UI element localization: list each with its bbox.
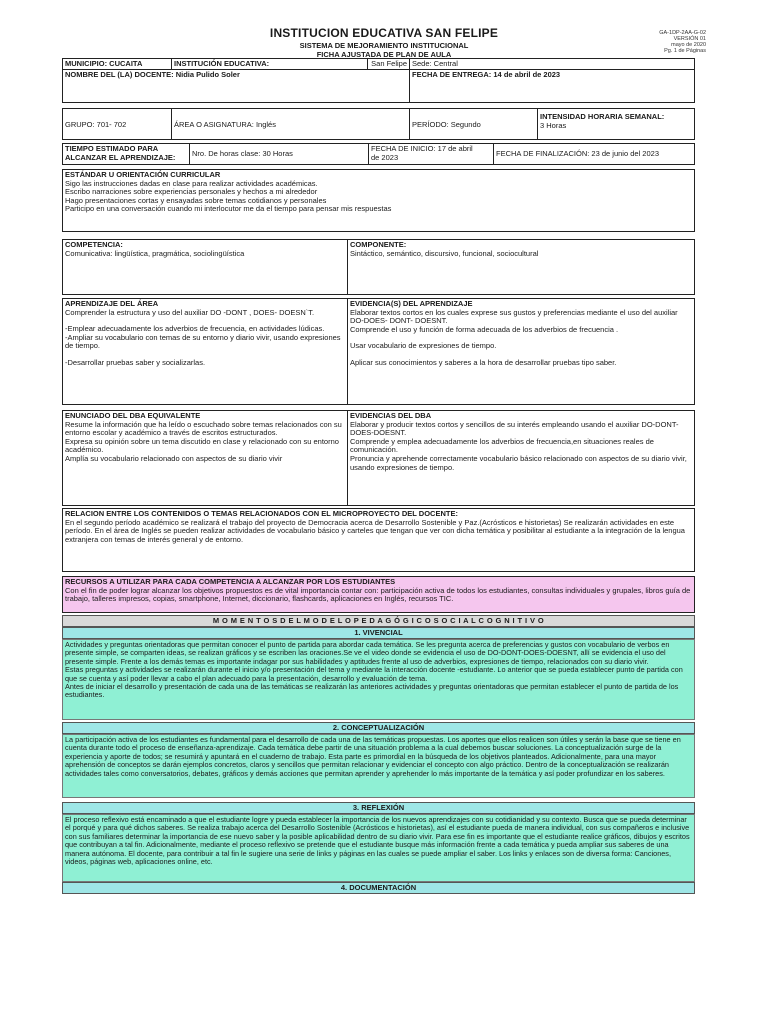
relacion-text: En el segundo período académico se realizará el trabajo del proyecto de Democracia acerca de Desarrollo Sostenible y Paz.(Acrósticos e historietas) Se realizarán actividades en este período. En el área de Inglés se pueden realizar actividades de vocabulario básico y carteles que tengan que ver con dicha temática y posibilitar al estudiante a la integración de la lengua extranjera con temas de interés general y de entorno.	[65, 517, 685, 544]
dba-item: Expresa su opinión sobre un tema discutido en clase y relacionado con su entorno académico.	[65, 436, 339, 455]
tiempo-estimado-field	[62, 143, 190, 165]
vivencial-title: 1. VIVENCIAL	[62, 627, 695, 639]
vivencial-paragraph: Estas preguntas y actividades se realizarán durante el inicio y/o presentación del tema y mediante la interacción docente -estudiante. Lo anterior que se pueda establecer punto de partida con que se cuenta y así poder llevar a cabo el plan adecuado para la presentación, desarrollo y evaluación de tema.	[65, 665, 683, 683]
municipio-field: MUNICIPIO: CUCAITA	[62, 58, 172, 70]
tiempo-estimado-line1: TIEMPO ESTIMADO PARA	[65, 144, 159, 153]
reflexion-body: El proceso reflexivo está encaminado a que el estudiante logre y pueda establecer la importancia de los nuevos aprendizajes con su cotidianidad y su contexto. Busca que se pueda determinar el porqué y para qué dichos saberes. Se realiza trabajo acerca del Desarrollo Sostenible (Acrósticos e historietas), así el estudiante pueda de manera individual, con sus compañeros e inclusive con sus familiares determinar la importancia de ese nuevo saber y la posible aplicabilidad dentro de su diario vivir. Para ese fin es importante que el estudiante realice gráficos, dibujos y escritos que contribuyan a tal fin. Adicionalmente, mediante el proceso reflexivo se pretende que el estudiante busque más información frente a cada temática y pueda ampliar sus saberes de una manera autónoma. El docente, para contribuir a tal fin le sugiere una serie de links y páginas en las cuales se puede ampliar el saber. Los links y enlaces son de diversa forma: Canciones, videos, páginas web, aplicaciones online, etc.	[62, 814, 695, 882]
recursos-label: RECURSOS A UTILIZAR PARA CADA COMPETENCIA A ALCANZAR POR LOS ESTUDIANTES	[65, 577, 396, 586]
fecha-inicio-line1: FECHA DE INICIO: 17 de abril	[371, 144, 473, 153]
recursos-section	[62, 576, 695, 613]
recursos-text: Con el fin de poder lograr alcanzar los objetivos propuestos es de vital importancia contar con: participación activa de todos los estudiantes, consultas individuales y grupales, libros guía de trabajo, talleres impresos, copias, smartphone, Internet, diccionario, flashcards, aplicaciones en Inglés, recursos TIC.	[65, 585, 691, 604]
institution-title: INSTITUCION EDUCATIVA SAN FELIPE	[269, 26, 499, 40]
aprendizaje-item: Comprender la estructura y uso del auxiliar DO -DONT , DOES- DOESN`T.	[65, 307, 315, 317]
evidencia-item: Elaborar textos cortos en los cuales exprese sus gustos y preferencias mediante el uso del auxiliar DO-DOES- DONT- DOESNT.	[350, 307, 678, 326]
institucion-value: San Felipe	[367, 58, 410, 70]
reflexion-title: 3. REFLEXIÓN	[62, 802, 695, 814]
componente-label: COMPONENTE:	[350, 240, 407, 249]
dba-section	[62, 410, 348, 506]
evidencia-item: Usar vocabulario de expresiones de tiempo.	[350, 341, 497, 351]
estandar-line: Hago presentaciones cortas y ensayadas sobre temas cotidianos y personales	[65, 195, 327, 205]
relacion-section	[62, 508, 695, 572]
document-page: Pg. 1 de Páginas	[664, 48, 706, 54]
fecha-inicio-field	[368, 143, 494, 165]
fecha-entrega-field: FECHA DE ENTREGA: 14 de abril de 2023	[409, 69, 695, 103]
componente-section	[347, 239, 695, 295]
aprendizaje-item: -Desarrollar pruebas saber y socializarlas.	[65, 357, 206, 367]
system-subtitle: SISTEMA DE MEJORAMIENTO INSTITUCIONAL	[299, 41, 469, 50]
document-version: VERSIÓN 01	[673, 36, 706, 42]
institucion-label: INSTITUCIÓN EDUCATIVA:	[171, 58, 368, 70]
evidencias-dba-section	[347, 410, 695, 506]
relacion-label: RELACION ENTRE LOS CONTENIDOS O TEMAS RELACIONADOS CON EL MICROPROYECTO DEL DOCENTE:	[65, 509, 458, 518]
estandar-section	[62, 169, 695, 232]
dba-item: Resume la información que ha leído o escuchado sobre temas relacionados con su entorno escolar y académico a través de escritos estructurados.	[65, 419, 342, 438]
conceptualizacion-body: La participación activa de los estudiantes es fundamental para el desarrollo de cada una de las temáticas propuestas. Los aportes que ellos realicen son útiles y serán la base que se tiene en cuenta durante todo el proceso de enseñanza-aprendizaje. Cada temática debe partir de una situación problema a la cual debemos buscar soluciones. La conceptualización surge de la experiencia y aporte de todos; se resumirá y apuntará en el cuaderno de trabajo. Esta parte es primordial en la búsqueda de los objetivos planteados. Adicionalmente, para una mayor aprehensión de conceptos se darán ejemplos concretos, claros y sencillos que permitan relacionar y evidenciar el concepto con algo práctico. Dentro de la conceptualización se realizarán actividades tales como conversatorios, debates, gráficos y demás acciones que permitan aprender y aprehender lo más importante de la temática y así poder profundizar en los saberes.	[62, 734, 695, 798]
vivencial-paragraph: Antes de iniciar el desarrollo y presentación de cada una de las temáticas se realizarán las anteriores actividades y preguntas orientadoras que permitan establecer el punto de partida de los estudiantes.	[65, 682, 679, 700]
componente-text: Sintáctico, semántico, discursivo, funcional, sociocultural	[350, 248, 539, 258]
dba-label: ENUNCIADO DEL DBA EQUIVALENTE	[65, 411, 201, 420]
tiempo-estimado-line2: ALCANZAR EL APRENDIZAJE:	[65, 152, 176, 162]
form-subtitle: FICHA AJUSTADA DE PLAN DE AULA	[316, 50, 452, 59]
document-date: mayo de 2020	[671, 42, 706, 48]
area-field: ÁREA O ASIGNATURA: Inglés	[171, 108, 410, 140]
fecha-inicio-line2: de 2023	[371, 152, 399, 162]
estandar-line: Participo en una conversación cuando mi interlocutor me da el tiempo para pensar mis respuestas	[65, 204, 392, 214]
document-code-block	[659, 30, 706, 54]
evidencia-dba-item: Elaborar y producir textos cortos y sencillos de su interés empleando usando el auxiliar DO-DONT-DOES-DOESNT.	[350, 419, 679, 438]
documentacion-title: 4. DOCUMENTACIÓN	[62, 882, 695, 894]
intensidad-value: 3 Horas	[540, 120, 567, 130]
estandar-label: ESTÁNDAR U ORIENTACIÓN CURRICULAR	[65, 170, 221, 179]
estandar-line: Sigo las instrucciones dadas en clase para realizar actividades académicas.	[65, 178, 318, 188]
aprendizaje-label: APRENDIZAJE DEL ÁREA	[65, 299, 159, 308]
competencia-text: Comunicativa: lingüística, pragmática, sociolingüística	[65, 248, 245, 258]
aprendizaje-item: -Ampliar su vocabulario con temas de su entorno y diario vivir, usando expresiones de tiempo.	[65, 332, 341, 351]
vivencial-body	[62, 639, 695, 720]
vivencial-paragraph: Actividades y preguntas orientadoras que permitan conocer el punto de partida para abordar cada temática. Se les pregunta acerca de preferencias y gustos con vocabulario de verbos en presente simple, se comparten ideas, se realizan gráficos y se escriben las oraciones.Se ve el video donde se evidencia el uso de DO-DONT-DOES-DOESNT, allí se evidencia el uso del presente simple. Frente a los demás temas es importante indagar por sus habilidades y aptitudes frente al uso de adverbios, expresiones de tiempo, relacionados con su diario vivir.	[65, 640, 670, 666]
grupo-field: GRUPO: 701- 702	[62, 108, 172, 140]
intensidad-field	[537, 108, 695, 140]
fecha-finalizacion-field: FECHA DE FINALIZACIÓN: 23 de junio del 2023	[493, 143, 695, 165]
evidencias-aprendizaje-label: EVIDENCIA(S) DEL APRENDIZAJE	[350, 299, 473, 308]
evidencias-dba-label: EVIDENCIAS DEL DBA	[350, 411, 432, 420]
periodo-field: PERÍODO: Segundo	[409, 108, 538, 140]
evidencias-aprendizaje-section	[347, 298, 695, 405]
dba-item: Amplía su vocabulario relacionado con aspectos de su diario vivir	[65, 453, 283, 463]
docente-field: NOMBRE DEL (LA) DOCENTE: Nidia Pulido Soler	[62, 69, 410, 103]
momentos-title: M O M E N T O S D E L M O D E L O P E D A G Ó G I C O S O C I A L C O G N I T I V O	[62, 615, 695, 627]
evidencia-item: Comprende el uso y función de forma adecuada de los adverbios de frecuencia .	[350, 324, 619, 334]
aprendizaje-item: -Emplear adecuadamente los adverbios de frecuencia, en actividades lúdicas.	[65, 324, 325, 334]
horas-clase-field: Nro. De horas clase: 30 Horas	[189, 143, 369, 165]
conceptualizacion-title: 2. CONCEPTUALIZACIÓN	[62, 722, 695, 734]
evidencia-dba-item: Comprende y emplea adecuadamente los adverbios de frecuencia,en situaciones reales de comunicación.	[350, 436, 654, 455]
competencia-section	[62, 239, 348, 295]
aprendizaje-section	[62, 298, 348, 405]
evidencia-dba-item: Pronuncia y aprehende correctamente vocabulario básico relacionado con aspectos de su diario vivir, usando expresiones de tiempo.	[350, 453, 687, 472]
intensidad-label: INTENSIDAD HORARIA SEMANAL:	[540, 112, 665, 121]
evidencia-item: Aplicar sus conocimientos y saberes a la hora de desarrollar pruebas tipo saber.	[350, 357, 617, 367]
competencia-label: COMPETENCIA:	[65, 240, 123, 249]
sede-field: Sede: Central	[409, 58, 695, 70]
estandar-line: Escribo narraciones sobre experiencias personales y hechos a mi alrededor	[65, 187, 318, 197]
document-code: GA-1DP-2AA-G-02	[659, 30, 706, 36]
